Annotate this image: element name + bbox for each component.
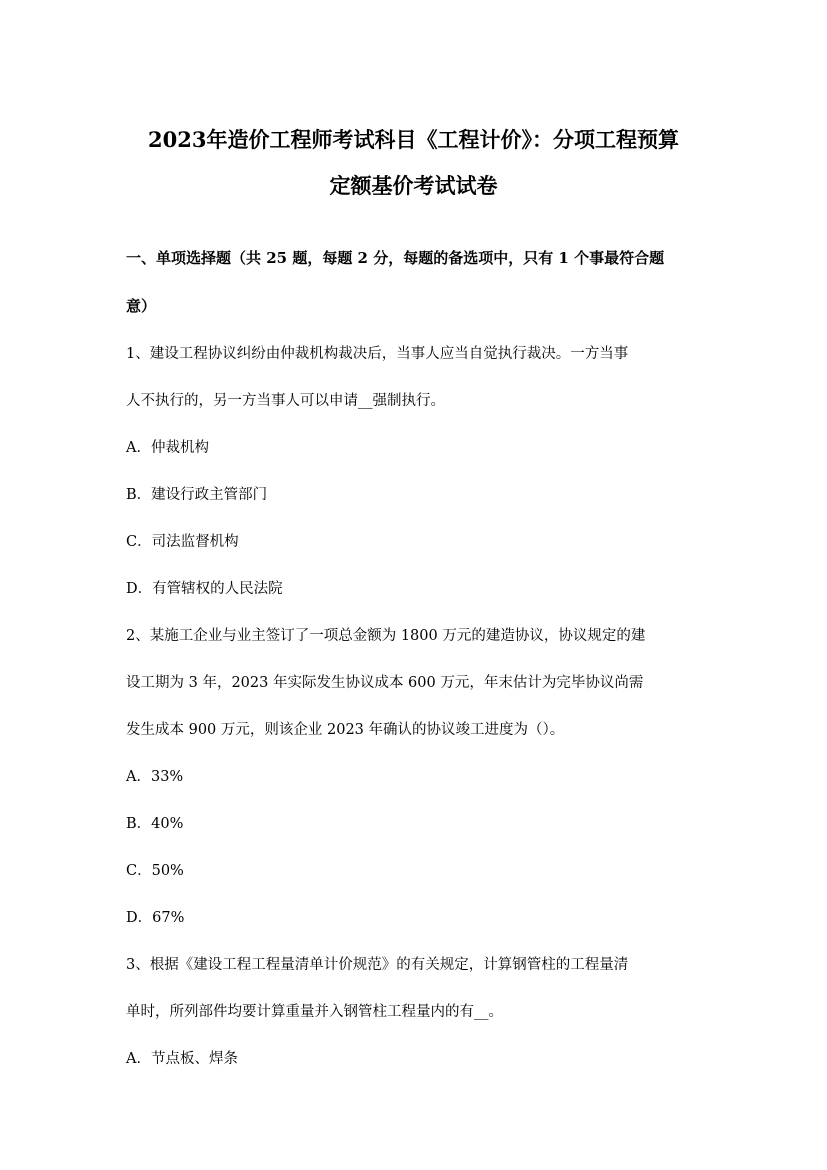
question-1-stem-line-1: 1、建设工程协议纠纷由仲裁机构裁决后，当事人应当自觉执行裁决。一方当事 xyxy=(126,346,629,362)
question-2-stem-line-1: 2、某施工企业与业主签订了一项总金额为 1800 万元的建造协议，协议规定的建 xyxy=(126,628,646,644)
question-2-option-b: B．40% xyxy=(126,816,184,832)
question-2-option-d: D．67% xyxy=(126,910,185,926)
question-1-option-d: D．有管辖权的人民法院 xyxy=(126,581,283,597)
question-1-option-a: A．仲裁机构 xyxy=(126,440,209,456)
question-3-stem-line-1: 3、根据《建设工程工程量清单计价规范》的有关规定，计算钢管柱的工程量清 xyxy=(126,957,629,973)
question-3-option-a: A．节点板、焊条 xyxy=(126,1051,238,1067)
question-2-option-c: C．50% xyxy=(126,863,184,879)
question-1-option-c: C．司法监督机构 xyxy=(126,534,239,550)
document-title-line-2: 定额基价考试试卷 xyxy=(329,173,498,198)
question-2-stem-line-2: 设工期为 3 年，2023 年实际发生协议成本 600 万元，年末估计为完毕协议尚需 xyxy=(126,675,644,691)
question-1-option-b: B．建设行政主管部门 xyxy=(126,487,268,503)
section-heading-line-2: 意） xyxy=(126,297,157,315)
question-3-stem-line-2: 单时，所列部件均要计算重量并入钢管柱工程量内的有__。 xyxy=(126,1004,503,1020)
question-2-option-a: A．33% xyxy=(126,769,184,785)
section-heading-line-1: 一、单项选择题（共 25 题，每题 2 分，每题的备选项中，只有 1 个事最符合题 xyxy=(126,249,665,267)
document-title-line-1: 2023年造价工程师考试科目《工程计价》：分项工程预算 xyxy=(148,127,679,152)
question-1-stem-line-2: 人不执行的，另一方当事人可以申请__强制执行。 xyxy=(126,393,445,409)
question-2-stem-line-3: 发生成本 900 万元，则该企业 2023 年确认的协议竣工进度为（）。 xyxy=(126,722,565,738)
